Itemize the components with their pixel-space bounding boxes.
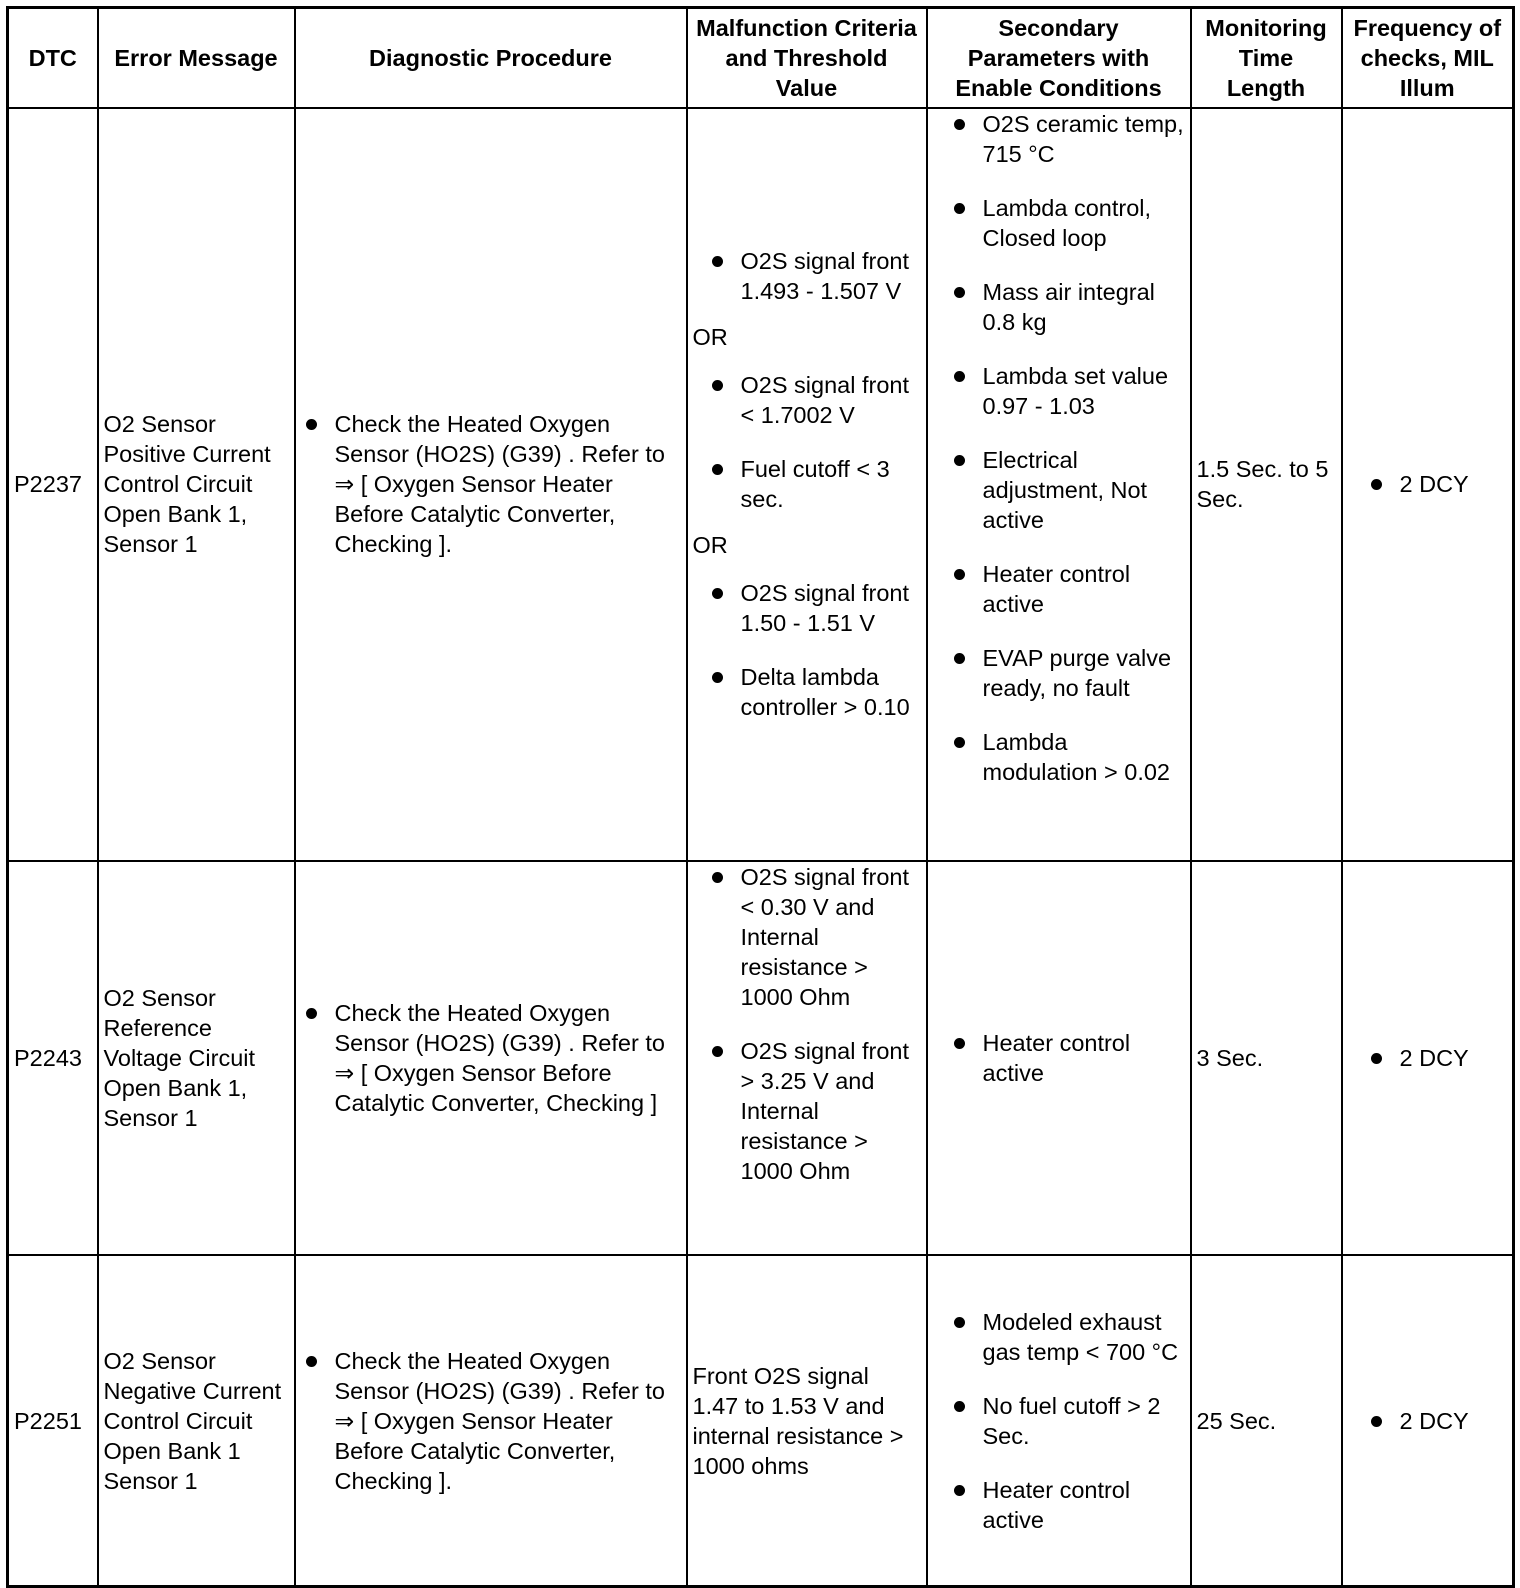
malfunction-item: Delta lambda controller > 0.10 bbox=[707, 662, 921, 722]
secondary-item: Mass air integral 0.8 kg bbox=[949, 277, 1185, 337]
frequency-value: 2 DCY bbox=[1366, 1043, 1508, 1073]
error-message: O2 Sensor Reference Voltage Circuit Open Bank 1, Sensor 1 bbox=[98, 861, 295, 1255]
secondary-item: Lambda control, Closed loop bbox=[949, 193, 1185, 253]
header-malfunction-criteria: Malfunction Criteria and Threshold Value bbox=[687, 8, 927, 108]
frequency-value: 2 DCY bbox=[1366, 469, 1508, 499]
malfunction-item: O2S signal front 1.493 - 1.507 V bbox=[707, 246, 921, 306]
dtc-code: P2243 bbox=[8, 861, 98, 1255]
dtc-code: P2237 bbox=[8, 108, 98, 862]
diagnostic-procedure-cell bbox=[295, 108, 687, 862]
dtc-table bbox=[6, 6, 1515, 1588]
malfunction-item: O2S signal front 1.50 - 1.51 V bbox=[707, 578, 921, 638]
diagnostic-procedure: Check the Heated Oxygen Sensor (HO2S) (G39) . Refer to ⇒ [ Oxygen Sensor Before Catalytic Converter, Checking ] bbox=[301, 998, 681, 1118]
diagnostic-procedure: Check the Heated Oxygen Sensor (HO2S) (G39) . Refer to ⇒ [ Oxygen Sensor Heater Before Catalytic Converter, Checking ]. bbox=[301, 1346, 681, 1496]
secondary-item: Electrical adjustment, Not active bbox=[949, 445, 1185, 535]
error-message: O2 Sensor Negative Current Control Circuit Open Bank 1 Sensor 1 bbox=[98, 1255, 295, 1586]
malfunction-item: O2S signal front > 3.25 V and Internal resistance > 1000 Ohm bbox=[707, 1036, 921, 1186]
diagnostic-procedure-cell bbox=[295, 1255, 687, 1586]
or-separator: OR bbox=[692, 532, 728, 559]
frequency-value: 2 DCY bbox=[1366, 1406, 1508, 1436]
table-row bbox=[8, 108, 1514, 862]
secondary-item: Lambda modulation > 0.02 bbox=[949, 727, 1185, 787]
monitoring-time: 1.5 Sec. to 5 Sec. bbox=[1191, 108, 1342, 862]
secondary-item: Heater control active bbox=[949, 1475, 1185, 1535]
frequency-cell bbox=[1342, 1255, 1514, 1586]
malfunction-criteria-cell bbox=[687, 861, 927, 1255]
header-secondary-parameters: Secondary Parameters with Enable Conditions bbox=[927, 8, 1191, 108]
malfunction-item: Fuel cutoff < 3 sec. bbox=[707, 454, 921, 514]
header-dtc: DTC bbox=[8, 8, 98, 108]
header-diagnostic-procedure: Diagnostic Procedure bbox=[295, 8, 687, 108]
error-message: O2 Sensor Positive Current Control Circuit Open Bank 1, Sensor 1 bbox=[98, 108, 295, 862]
header-row bbox=[8, 8, 1514, 108]
diagnostic-procedure: Check the Heated Oxygen Sensor (HO2S) (G39) . Refer to ⇒ [ Oxygen Sensor Heater Before Catalytic Converter, Checking ]. bbox=[301, 409, 681, 559]
secondary-parameters-cell bbox=[927, 1255, 1191, 1586]
secondary-item: Heater control active bbox=[949, 559, 1185, 619]
secondary-item: EVAP purge valve ready, no fault bbox=[949, 643, 1185, 703]
secondary-item: Modeled exhaust gas temp < 700 °C bbox=[949, 1307, 1185, 1367]
malfunction-item: O2S signal front < 0.30 V and Internal resistance > 1000 Ohm bbox=[707, 862, 921, 1012]
dtc-code: P2251 bbox=[8, 1255, 98, 1586]
secondary-parameters-cell bbox=[927, 108, 1191, 862]
malfunction-item: O2S signal front < 1.7002 V bbox=[707, 370, 921, 430]
or-separator: OR bbox=[692, 324, 728, 351]
malfunction-criteria: Front O2S signal 1.47 to 1.53 V and internal resistance > 1000 ohms bbox=[687, 1255, 927, 1586]
diagnostic-procedure-cell bbox=[295, 861, 687, 1255]
header-error-message: Error Message bbox=[98, 8, 295, 108]
secondary-item: Lambda set value 0.97 - 1.03 bbox=[949, 361, 1185, 421]
header-frequency: Frequency of checks, MIL Illum bbox=[1342, 8, 1514, 108]
malfunction-criteria-cell bbox=[687, 108, 927, 862]
frequency-cell bbox=[1342, 108, 1514, 862]
table-row bbox=[8, 1255, 1514, 1586]
monitoring-time: 3 Sec. bbox=[1191, 861, 1342, 1255]
frequency-cell bbox=[1342, 861, 1514, 1255]
secondary-parameters-cell bbox=[927, 861, 1191, 1255]
secondary-item: O2S ceramic temp, 715 °C bbox=[949, 109, 1185, 169]
secondary-item: No fuel cutoff > 2 Sec. bbox=[949, 1391, 1185, 1451]
table-row bbox=[8, 861, 1514, 1255]
header-monitoring-time: Monitoring Time Length bbox=[1191, 8, 1342, 108]
monitoring-time: 25 Sec. bbox=[1191, 1255, 1342, 1586]
secondary-item: Heater control active bbox=[949, 1028, 1185, 1088]
